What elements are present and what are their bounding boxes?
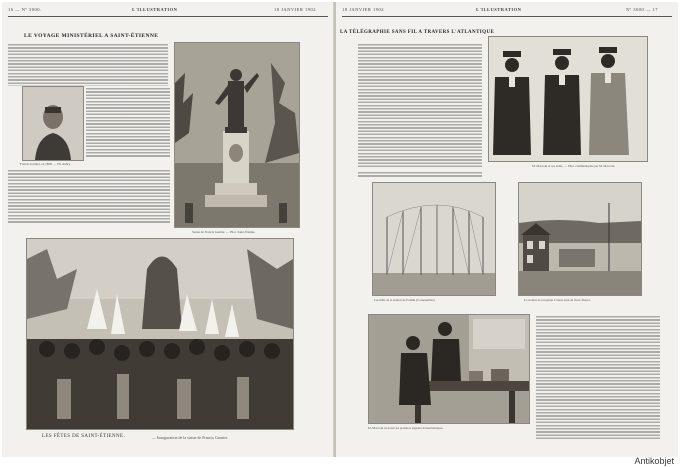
right-page-number: Nº 3000 — 17 [626,7,659,12]
marconi-team-caption: M. Marconi et ses aides. — Phot. communiquée par M. Marconi. [532,164,616,168]
right-text-block-top [358,44,482,168]
left-text-block-bottom [8,170,170,224]
left-date: 18 JANVIER 1902 [274,7,316,12]
statue-photo [174,42,300,228]
left-page-number: 16 — Nº 3000. [8,7,42,12]
crowd-photo [26,238,294,430]
mast-caption: Les mâts de la station de Poldhu (Cornouailles). [374,298,436,302]
crowd-caption-text: — Inauguration de la statue de Francis Garnier. [152,435,228,440]
right-article-title: LA TÉLÉGRAPHIE SANS FIL A TRAVERS L'ATLANTIQUE [340,30,495,35]
right-masthead: L'ILLUSTRATION [476,7,522,12]
operator-caption: M. Marconi recevant les premiers signaux transatlantiques. [368,426,444,430]
left-header-rule [8,16,328,17]
left-masthead: L'ILLUSTRATION [132,7,178,12]
station-caption: La station de réception à Saint-Jean de Terre-Neuve. [524,298,591,302]
station-photo [518,182,642,296]
statue-caption: Statue de Francis Garnier. — Phot. Saint-Étienne. [192,230,256,234]
left-text-block-top [8,44,168,86]
left-text-block-mid [86,88,170,158]
portrait-caption: Francis Garnier, en 1868. — Ph. Aubry. [20,162,71,166]
left-page [2,2,335,457]
right-date: 18 JANVIER 1902 [342,7,384,12]
left-article-title: LE VOYAGE MINISTÉRIEL A SAINT-ÉTIENNE [24,33,159,39]
portrait-photo [22,86,84,161]
marconi-team-photo [488,36,648,162]
right-page [336,2,678,457]
right-header-rule [342,16,672,17]
crowd-caption-title: LES FÊTES DE SAINT-ÉTIENNE. [42,434,126,439]
newspaper-spread [2,2,678,457]
right-text-line [358,172,482,178]
mast-photo [372,182,496,296]
right-text-block-bottom [536,316,660,440]
operator-photo [368,314,530,424]
watermark: Antikobjet [634,456,674,466]
